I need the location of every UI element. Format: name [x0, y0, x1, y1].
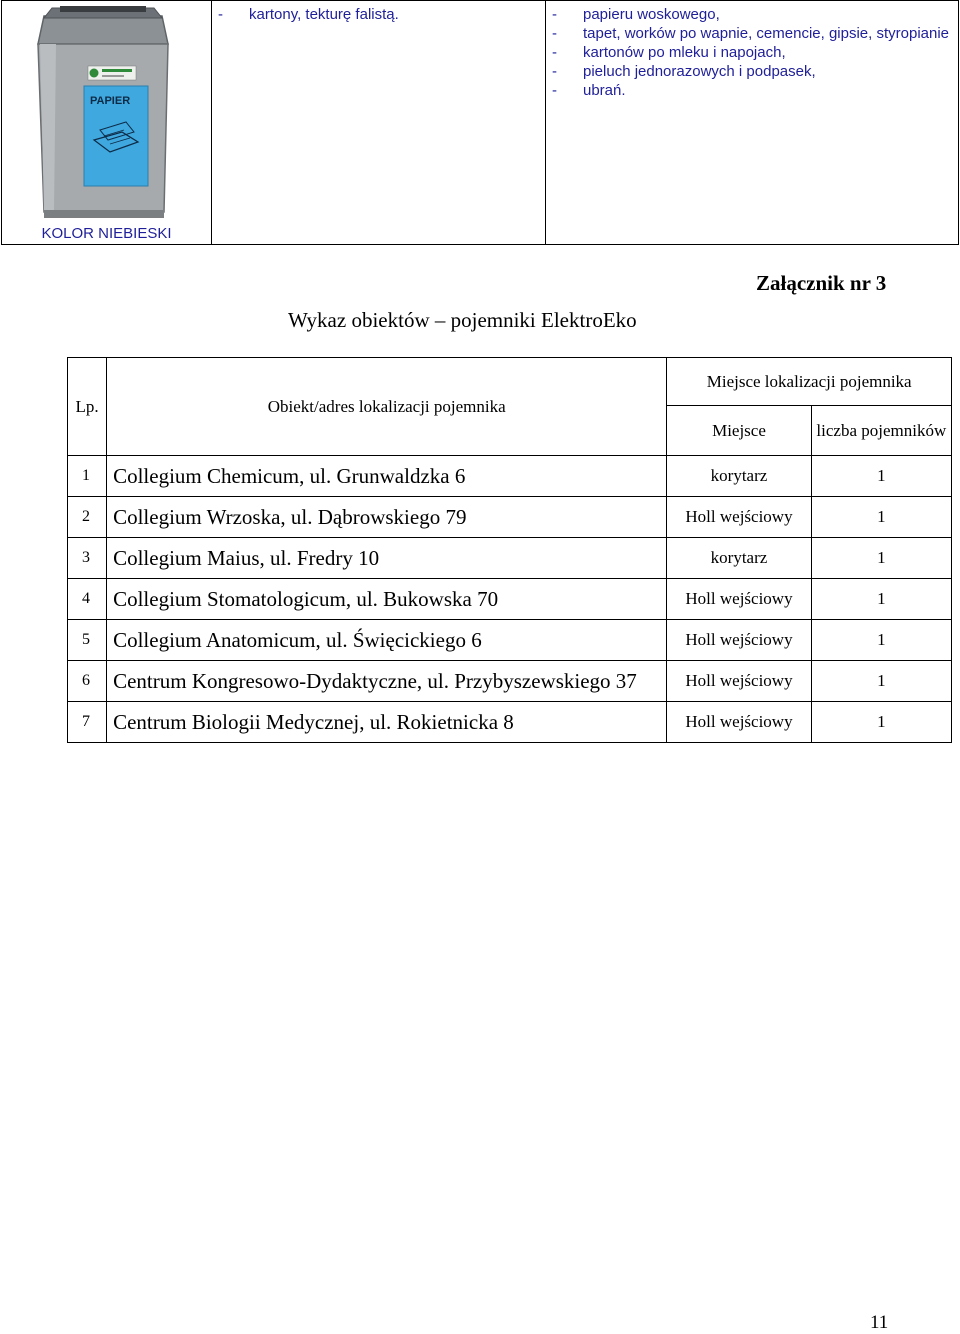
cell-place: korytarz — [667, 538, 811, 579]
cell-place: Holl wejściowy — [667, 579, 811, 620]
forbidden-items-list — [546, 1, 958, 100]
cell-lp: 5 — [68, 620, 107, 661]
header-place: Miejsce — [667, 406, 811, 456]
table-row — [68, 579, 952, 620]
cell-object: Collegium Chemicum, ul. Grunwaldzka 6 — [107, 456, 667, 497]
page-title: Wykaz obiektów – pojemniki ElektroEko — [288, 308, 637, 332]
cell-count: 1 — [811, 620, 951, 661]
cell-count: 1 — [811, 538, 951, 579]
paper-bin-image — [30, 4, 176, 222]
list-item: - papieru woskowego, — [546, 5, 958, 24]
table-row — [68, 702, 952, 743]
bin-label-text: PAPIER — [90, 95, 131, 107]
cell-object: Centrum Biologii Medycznej, ul. Rokietnicka 8 — [107, 702, 667, 743]
list-item: - tapet, worków po wapnie, cemencie, gipsie, styropianie — [546, 24, 958, 43]
cell-object: Centrum Kongresowo-Dydaktyczne, ul. Przybyszewskiego 37 — [107, 661, 667, 702]
list-item: - pieluch jednorazowych i podpasek, — [546, 62, 958, 81]
cell-place: Holl wejściowy — [667, 620, 811, 661]
table-row — [68, 456, 952, 497]
forbidden-items-cell — [546, 1, 959, 245]
cell-object: Collegium Anatomicum, ul. Święcickiego 6 — [107, 620, 667, 661]
table-row — [68, 538, 952, 579]
list-item: - kartony, tekturę falistą. — [212, 5, 545, 24]
cell-lp: 2 — [68, 497, 107, 538]
cell-count: 1 — [811, 497, 951, 538]
cell-object: Collegium Stomatologicum, ul. Bukowska 70 — [107, 579, 667, 620]
table-row — [68, 620, 952, 661]
allowed-items-list — [212, 1, 545, 24]
list-item: - kartonów po mleku i napojach, — [546, 43, 958, 62]
allowed-items-cell — [212, 1, 546, 245]
cell-place: Holl wejściowy — [667, 702, 811, 743]
cell-lp: 4 — [68, 579, 107, 620]
cell-count: 1 — [811, 702, 951, 743]
bin-image-cell — [2, 1, 212, 245]
header-lp: Lp. — [68, 358, 107, 456]
cell-place: korytarz — [667, 456, 811, 497]
cell-count: 1 — [811, 579, 951, 620]
cell-count: 1 — [811, 661, 951, 702]
list-item: - ubrań. — [546, 81, 958, 100]
page-number: 11 — [870, 1312, 889, 1333]
cell-place: Holl wejściowy — [667, 661, 811, 702]
header-object: Obiekt/adres lokalizacji pojemnika — [107, 358, 667, 456]
bin-color-caption: KOLOR NIEBIESKI — [41, 225, 172, 242]
cell-lp: 1 — [68, 456, 107, 497]
table-row — [68, 661, 952, 702]
table-row — [68, 497, 952, 538]
cell-count: 1 — [811, 456, 951, 497]
cell-lp: 3 — [68, 538, 107, 579]
cell-lp: 6 — [68, 661, 107, 702]
annex-label: Załącznik nr 3 — [756, 271, 887, 295]
objects-table — [67, 357, 952, 743]
header-count: liczba pojemników — [811, 406, 951, 456]
bin-info-table — [1, 0, 959, 245]
cell-object: Collegium Wrzoska, ul. Dąbrowskiego 79 — [107, 497, 667, 538]
header-location-group: Miejsce lokalizacji pojemnika — [667, 358, 952, 406]
cell-object: Collegium Maius, ul. Fredry 10 — [107, 538, 667, 579]
cell-place: Holl wejściowy — [667, 497, 811, 538]
cell-lp: 7 — [68, 702, 107, 743]
